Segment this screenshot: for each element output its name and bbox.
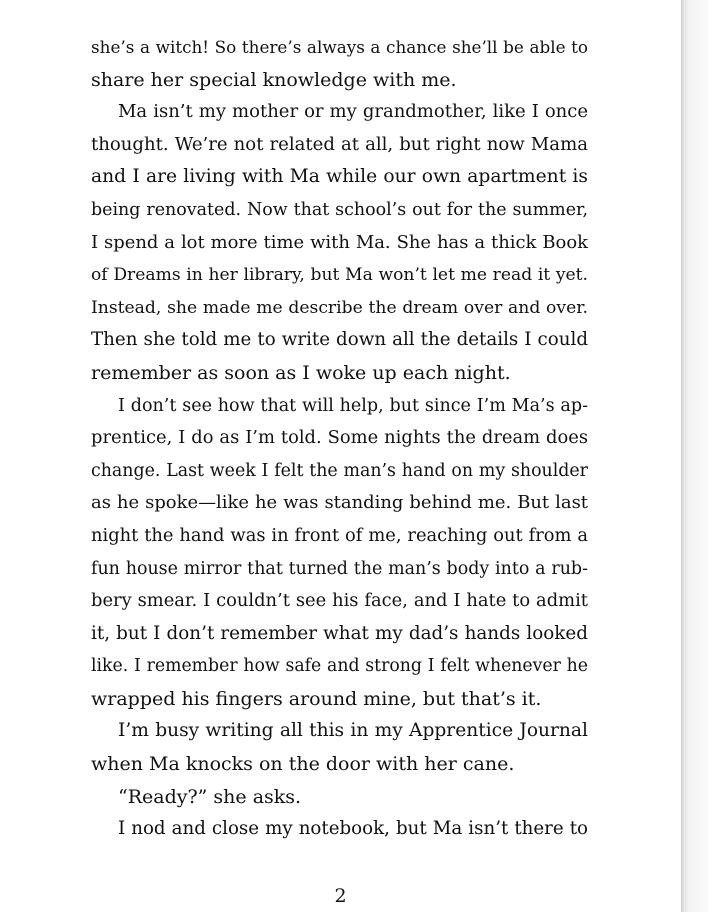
text-line: Ma isn’t my mother or my grandmother, like I once [118,101,588,123]
text-line: I spend a lot more time with Ma. She has a thick Book [91,231,588,253]
text-line: it, but I don’t remember what my dad’s hands looked [91,622,588,644]
text-line: Instead, she made me describe the dream over and over. [91,297,588,318]
page-body-text [91,31,588,846]
text-line: and I are living with Ma while our own apartment is [91,166,588,188]
text-line: night the hand was in front of me, reaching out from a [91,524,588,546]
text-line: fun house mirror that turned the man’s body into a rub- [91,558,588,579]
text-line: change. Last week I felt the man’s hand on my shoulder [91,460,588,481]
text-line: “Ready?” she asks. [118,785,302,808]
text-line: of Dreams in her library, but Ma won’t let me read it yet. [91,265,588,286]
text-line: wrapped his fingers around mine, but that’s it. [91,687,542,710]
text-line: I nod and close my notebook, but Ma isn’t there to [118,818,588,840]
text-line: I don’t see how that will help, but since I’m Ma’s ap- [118,395,588,416]
text-line: thought. We’re not related at all, but right now Mama [91,133,588,155]
text-line: as he spoke—like he was standing behind me. But last [91,492,588,514]
text-line: remember as soon as I woke up each night. [91,361,511,384]
text-line: being renovated. Now that school’s out for the summer, [91,199,588,220]
text-line: when Ma knocks on the door with her cane. [91,753,515,776]
text-line: prentice, I do as I’m told. Some nights the dream does [91,427,588,449]
text-line: she’s a witch! So there’s always a chance she’ll be able to [91,37,588,57]
text-line: Then she told me to write down all the details I could [91,329,588,351]
text-line: I’m busy writing all this in my Apprentice Journal [118,720,588,742]
text-line: share her special knowledge with me. [91,68,457,91]
text-line: like. I remember how safe and strong I felt whenever he [91,656,588,677]
text-line: bery smear. I couldn’t see his face, and I hate to admit [91,590,588,612]
page-number: 2 [334,885,347,907]
page-edge-shadow [681,0,708,912]
